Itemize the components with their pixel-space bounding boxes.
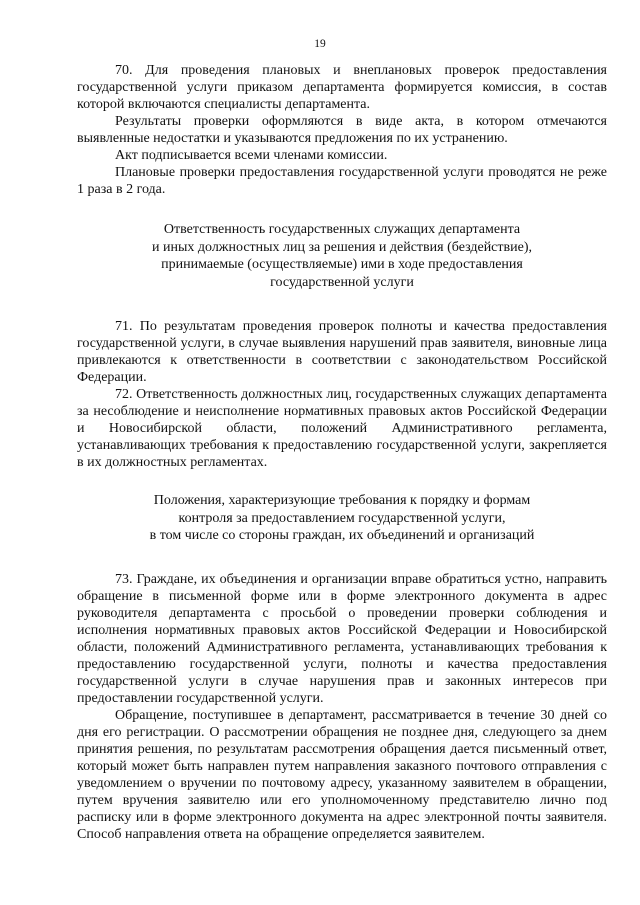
page-number: 19: [314, 38, 326, 50]
heading-line: Положения, характеризующие требования к порядку и формам: [153, 493, 531, 508]
heading-line: и иных должностных лиц за решения и действия (бездействие),: [152, 239, 532, 255]
heading-line: Ответственность государственных служащих департамента: [163, 222, 521, 237]
heading-line: принимаемые (осуществляемые) ими в ходе предоставления: [161, 257, 523, 272]
paragraph-inspection-results: Результаты проверки оформляются в виде акта, в котором отмечаются выявленные недостатки и указываются предложения по их устранению.: [77, 114, 607, 146]
page-content: [77, 62, 607, 843]
section-heading-control-provisions: [77, 492, 607, 545]
paragraph-act-signed: Акт подписывается всеми членами комиссии.: [115, 148, 388, 163]
paragraph-planned-inspections: Плановые проверки предоставления государственной услуги проводятся не реже 1 раза в 2 года.: [77, 165, 607, 197]
paragraph-appeal-review: Обращение, поступившее в департамент, рассматривается в течение 30 дней со дня его регистрации. О рассмотрении обращения не позднее дня, следующего за днем принятия решения, по результатам рассмотрения обращения дается письменный ответ, который может быть направлен путем направления заказного почтового отправления с уведомлением о вручении по почтовому адресу, указанному заявителем в обращении, путем вручения заявителю или его уполномоченному представителю лично под расписку или в форме электронного документа на адрес электронной почты заявителя. Способ направления ответа на обращение определяется заявителем.: [77, 707, 607, 842]
heading-line: в том числе со стороны граждан, их объединений и организаций: [149, 528, 535, 543]
heading-line: государственной услуги: [270, 274, 414, 290]
paragraph-71: 71. По результатам проведения проверок полноты и качества предоставления государственной услуги, в случае выявления нарушений прав заявителя, виновные лица привлекаются к ответственности в соответствии с законодательством Российской Федерации.: [77, 319, 607, 385]
paragraph-73: 73. Граждане, их объединения и организации вправе обратиться устно, направить обращение в письменной форме или в форме электронного документа в адрес руководителя департамента с просьбой о проведении проверки соблюдения и исполнения нормативных правовых актов Российской Федерации и Новосибирской области, положений Административного регламента, устанавливающих требования к предоставлению государственной услуги, полноты и качества предоставления государственной услуги в случае нарушения прав и законных интересов при предоставлении государственной услуги.: [77, 571, 607, 706]
section-heading-responsibility: [77, 221, 607, 291]
paragraph-72: 72. Ответственность должностных лиц, государственных служащих департамента за несоблюдение и неисполнение нормативных правовых актов Российской Федерации и Новосибирской области, положений Административного регламента, устанавливающих требования к предоставлению государственной услуги, закрепляется в их должностных регламентах.: [77, 387, 607, 470]
paragraph-70: 70. Для проведения плановых и внеплановых проверок предоставления государственной услуги приказом департамента формируется комиссия, в состав которой включаются специалисты департамента.: [77, 63, 607, 112]
heading-line: контроля за предоставлением государственной услуги,: [178, 510, 506, 526]
